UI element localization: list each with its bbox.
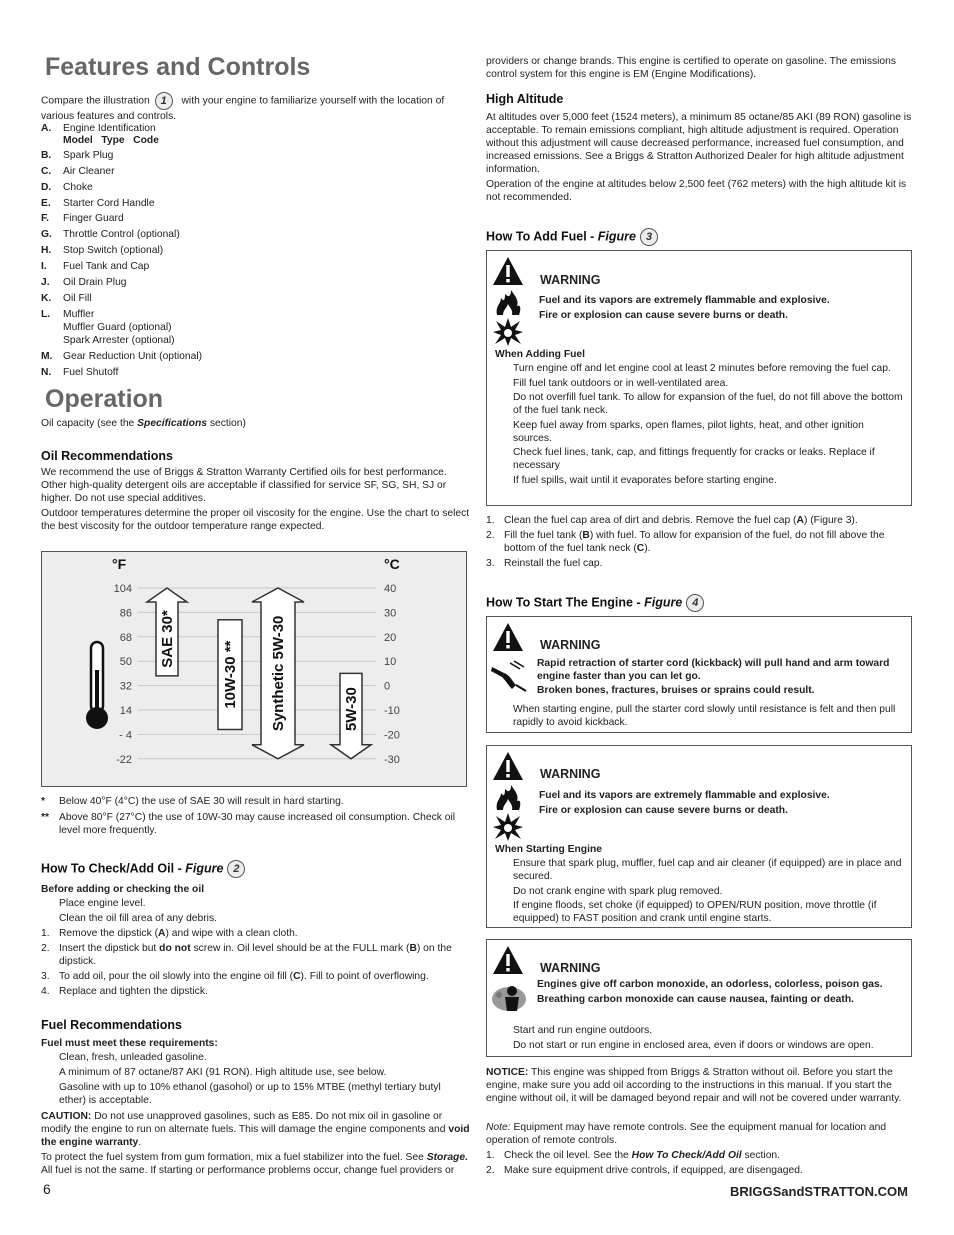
figure-2-callout: 2 (227, 860, 245, 878)
features-title: Features and Controls (45, 53, 311, 81)
warning-item: Ensure that spark plug, muffler, fuel cap and air cleaner (if equipped) are in place and secured. (513, 858, 902, 882)
co-warning-items (513, 1024, 905, 1054)
feature-item (41, 149, 461, 162)
start-engine-heading: How To Start The Engine - Figure 4 (486, 594, 704, 612)
viscosity-bar-label: 5W-30 (343, 687, 360, 732)
check-oil-step (41, 927, 471, 940)
feature-item (41, 122, 461, 146)
check-oil-step-number: 1. (41, 928, 50, 939)
check-oil-step-number: 4. (41, 986, 50, 997)
tick-label-f: 32 (119, 680, 132, 693)
tick-label-f: 14 (119, 705, 132, 717)
add-fuel-step-text: Fill the fuel tank (B) with fuel. To allow for expansion of the fuel, do not fill above the bottom of the fuel tank neck (C). (504, 530, 885, 554)
tick-label-f: 50 (119, 656, 132, 669)
feature-key: B. (41, 149, 52, 161)
feature-item (41, 212, 461, 225)
thermometer-mercury (95, 670, 99, 710)
feature-key: K. (41, 292, 52, 304)
explosion-icon (492, 812, 524, 846)
warning-label: WARNING (540, 638, 601, 652)
check-oil-step-text: Insert the dipstick but do not screw in. Oil level should be at the FULL mark (B) on the dipstick. (59, 943, 452, 967)
feature-key: N. (41, 366, 52, 378)
chart-footnotes (41, 795, 471, 840)
kickback-line-1: Rapid retraction of starter cord (kickback) will pull hand and arm toward engine faster than you can let go. (537, 658, 890, 682)
tick-label-f: 86 (119, 607, 132, 620)
start-step-text: Check the oil level. See the How To Check/Add Oil section. (504, 1150, 781, 1161)
oil-rec-p1: We recommend the use of Briggs & Stratton Warranty Certified oils for best performance. Other high-quality detergent oils are acceptable if classified for service SF, SG, SH, SJ or higher. Do not use special additives. (41, 467, 447, 504)
footnote-text: Below 40°F (4°C) the use of SAE 30 will result in hard starting. (59, 796, 344, 807)
viscosity-bar-label: SAE 30* (159, 610, 176, 668)
footnote-mark: ** (41, 811, 50, 823)
figure-1-callout: 1 (155, 92, 173, 110)
start-engine-steps (486, 1149, 912, 1179)
feature-key: E. (41, 197, 51, 209)
explosion-icon (492, 317, 524, 351)
warning-box-carbon-monoxide (486, 939, 912, 1057)
viscosity-bar-label: 10W-30 ** (222, 640, 239, 709)
oil-viscosity-chart (41, 551, 467, 787)
tick-label-f: - 4 (119, 729, 132, 742)
high-altitude-heading: High Altitude (486, 92, 564, 106)
feature-key: M. (41, 350, 53, 362)
check-oil-step (41, 970, 471, 983)
feature-key: H. (41, 245, 52, 257)
warning-triangle-icon (492, 945, 524, 979)
check-oil-step-text: Remove the dipstick (A) and wipe with a clean cloth. (59, 928, 298, 939)
warning-line-1: Fuel and its vapors are extremely flammable and explosive. (539, 790, 830, 801)
tick-label-c: -20 (384, 729, 400, 742)
fuel-requirement: Gasoline with up to 10% ethanol (gasohol) or up to 15% MTBE (methyl tertiary butyl ether) is acceptable. (59, 1082, 441, 1106)
oil-viscosity-chart-svg (42, 552, 466, 786)
warning-box-starting (486, 745, 912, 928)
when-adding-fuel-label: When Adding Fuel (495, 349, 585, 360)
feature-item (41, 308, 461, 347)
feature-label (63, 165, 461, 178)
warning-item: Keep fuel away from sparks, open flames, pilot lights, heat, and other ignition sources. (513, 419, 864, 444)
warning-item: Start and run engine outdoors. (513, 1025, 653, 1036)
feature-key: C. (41, 165, 52, 177)
feature-label-line: Finger Guard (63, 213, 124, 225)
co-line-1: Engines give off carbon monoxide, an odorless, colorless, poison gas. (537, 979, 883, 990)
feature-label (63, 366, 461, 379)
warning-item: Do not crank engine with spark plug removed. (513, 885, 723, 897)
feature-label-line: Fuel Shutoff (63, 366, 119, 378)
start-step (486, 1164, 912, 1177)
start-step-number: 2. (486, 1165, 495, 1176)
tick-label-c: 10 (384, 656, 397, 669)
check-oil-step (41, 985, 471, 998)
feature-item (41, 260, 461, 273)
kickback-icon (490, 657, 530, 697)
feature-label-line: Spark Arrester (optional) (63, 334, 175, 346)
feature-label-line: Muffler (63, 308, 95, 320)
note-text: Note: Equipment may have remote controls. See the equipment manual for location and operation of remote controls. (486, 1122, 887, 1146)
feature-label-line: Air Cleaner (63, 165, 115, 177)
warning-item: If fuel spills, wait until it evaporates before starting engine. (513, 474, 777, 486)
tick-label-c: -30 (384, 753, 400, 766)
feature-key: L. (41, 308, 51, 320)
unit-f-label: °F (112, 556, 127, 572)
fuel-rec-heading: Fuel Recommendations (41, 1018, 182, 1032)
warning-item: Do not start or run engine in enclosed area, even if doors or windows are open. (513, 1040, 874, 1051)
check-oil-steps (41, 927, 471, 1000)
warning-line-2: Fire or explosion can cause severe burns or death. (539, 310, 788, 321)
kickback-line-2: Broken bones, fractures, bruises or sprains could result. (537, 685, 815, 696)
fuel-requirement: A minimum of 87 octane/87 AKI (91 RON). High altitude use, see below. (59, 1067, 387, 1078)
add-fuel-step (486, 514, 912, 527)
feature-label (63, 197, 461, 210)
oil-rec-heading: Oil Recommendations (41, 449, 173, 463)
feature-item (41, 197, 461, 210)
figure-3-callout: 3 (640, 228, 658, 246)
feature-label (63, 122, 461, 146)
feature-key: D. (41, 181, 52, 193)
tick-label-c: 30 (384, 607, 397, 620)
check-oil-prep-list (59, 897, 469, 927)
feature-label-line: Throttle Control (optional) (63, 229, 180, 241)
fire-icon (493, 783, 523, 815)
feature-label (63, 244, 461, 257)
check-oil-step-number: 3. (41, 971, 50, 982)
check-oil-step-text: Replace and tighten the dipstick. (59, 986, 208, 997)
feature-label-line: Starter Cord Handle (63, 197, 155, 209)
footnote (41, 811, 471, 837)
start-step-text: Make sure equipment drive controls, if equipped, are disengaged. (504, 1165, 803, 1176)
tick-label-c: 40 (384, 583, 397, 595)
feature-label (63, 308, 461, 347)
prep-item: Place engine level. (59, 898, 146, 909)
fuel-must-meet-label: Fuel must meet these requirements: (41, 1038, 218, 1049)
add-fuel-step-text: Clean the fuel cap area of dirt and debris. Remove the fuel cap (A) (Figure 3). (504, 515, 858, 526)
high-altitude-p1: At altitudes over 5,000 feet (1524 meters), a minimum 85 octane/85 AKI (89 RON) gasoline is acceptable. To remain emissions compliant, high altitude adjustment is required. Operation without this adjustment will cause decreased performance, increased fuel consumption, and increased emissions. See a Briggs & Stratton Authorized Dealer for high altitude adjustment information. (486, 112, 912, 175)
oil-capacity-text: Oil capacity (see the Specifications section) (41, 418, 246, 429)
figure-4-callout: 4 (686, 594, 704, 612)
feature-key: A. (41, 123, 52, 134)
add-fuel-steps (486, 514, 912, 572)
feature-item (41, 228, 461, 241)
feature-key: I. (41, 261, 47, 273)
tick-label-c: 20 (384, 631, 397, 644)
add-fuel-step-number: 1. (486, 515, 495, 526)
start-step-number: 1. (486, 1150, 495, 1161)
oil-rec-p2: Outdoor temperatures determine the proper oil viscosity for the engine. Use the chart to select the best viscosity for the outdoor temperature range expected. (41, 508, 470, 532)
add-fuel-step-number: 2. (486, 530, 495, 541)
when-starting-label: When Starting Engine (495, 844, 602, 855)
warning-label: WARNING (540, 767, 601, 781)
warning-item: Check fuel lines, tank, cap, and fittings frequently for cracks or leaks. Replace if necessary (513, 447, 875, 471)
tick-label-c: 0 (384, 680, 391, 693)
high-altitude-p2: Operation of the engine at altitudes below 2,500 feet (762 meters) with the high altitude kit is not recommended. (486, 179, 907, 203)
fuel-requirement: Clean, fresh, unleaded gasoline. (59, 1052, 207, 1063)
feature-item (41, 181, 461, 194)
warning-box-kickback (486, 616, 912, 733)
warning-box-fuel (486, 250, 912, 506)
tick-label-f: 104 (113, 583, 132, 595)
operation-title: Operation (45, 385, 164, 413)
unit-c-label: °C (384, 556, 400, 572)
footer-site: BRIGGSandSTRATTON.COM (730, 1184, 908, 1199)
fuel-protect-text: To protect the fuel system from gum formation, mix a fuel stabilizer into the fuel. See Storage. All fuel is not the same. If starting or performance problems occur, change fuel providers or (41, 1152, 468, 1176)
add-fuel-step (486, 557, 912, 570)
add-fuel-step-text: Reinstall the fuel cap. (504, 558, 603, 569)
feature-label-line: Muffler Guard (optional) (63, 321, 172, 333)
feature-label-line: Choke (63, 181, 93, 193)
footnote (41, 795, 471, 808)
features-list (41, 122, 461, 381)
fuel-requirements-list (59, 1051, 469, 1109)
feature-label-line: Gear Reduction Unit (optional) (63, 350, 203, 362)
warning-item: Fill fuel tank outdoors or in well-ventilated area. (513, 377, 729, 389)
feature-label-line: Fuel Tank and Cap (63, 261, 150, 273)
before-adding-label: Before adding or checking the oil (41, 884, 205, 895)
engine-id-subheading: Model Type Code (63, 135, 159, 146)
viscosity-bar-label: Synthetic 5W-30 (270, 615, 287, 732)
warning-label: WARNING (540, 961, 601, 975)
tick-label-f: -22 (116, 753, 132, 766)
feature-label (63, 276, 461, 289)
feature-label (63, 228, 461, 241)
feature-item (41, 165, 461, 178)
check-oil-step-number: 2. (41, 943, 50, 954)
co-line-2: Breathing carbon monoxide can cause nausea, fainting or death. (537, 994, 854, 1005)
warning-line-1: Fuel and its vapors are extremely flammable and explosive. (539, 295, 830, 306)
start-step (486, 1149, 912, 1162)
prep-item: Clean the oil fill area of any debris. (59, 913, 217, 924)
start-warning-items (513, 857, 905, 927)
footnote-text: Above 80°F (27°C) the use of 10W-30 may cause increased oil consumption. Check oil level more frequently. (59, 811, 456, 836)
feature-item (41, 350, 461, 363)
feature-item (41, 366, 461, 379)
tick-label-c: -10 (384, 705, 400, 717)
check-oil-heading: How To Check/Add Oil - Figure 2 (41, 860, 245, 878)
feature-item (41, 244, 461, 257)
footnote-mark: * (41, 796, 46, 807)
feature-label-line: Oil Drain Plug (63, 277, 127, 289)
check-oil-step (41, 942, 471, 968)
warning-item: Do not overfill fuel tank. To allow for expansion of the fuel, do not fill above the bottom of the fuel tank neck. (513, 392, 903, 416)
warning-label: WARNING (540, 273, 601, 287)
thermometer-bulb-icon (86, 707, 108, 729)
fire-icon (493, 288, 523, 320)
tick-label-f: 68 (119, 631, 132, 644)
warning-item: Turn engine off and let engine cool at least 2 minutes before removing the fuel cap. (513, 363, 891, 374)
add-fuel-step (486, 529, 912, 555)
add-fuel-warning-items (513, 362, 905, 488)
feature-key: G. (41, 229, 52, 241)
feature-label-line: Stop Switch (optional) (63, 245, 164, 257)
notice-text: NOTICE: This engine was shipped from Briggs & Stratton without oil. Before you start the engine, make sure you add oil according to the instructions in this manual. If you start the engine without oil, it will be damaged beyond repair and will not be covered under warranty. (486, 1067, 902, 1104)
feature-label (63, 292, 461, 305)
feature-key: F. (41, 213, 50, 225)
check-oil-step-text: To add oil, pour the oil slowly into the engine oil fill (C). Fill to point of overflowing. (59, 971, 429, 982)
feature-label (63, 260, 461, 273)
add-fuel-step-number: 3. (486, 558, 495, 569)
warning-item: If engine floods, set choke (if equipped) to OPEN/RUN position, move throttle (if equipped) to FAST position and crank until engine starts. (513, 900, 877, 924)
feature-label (63, 212, 461, 225)
warning-triangle-icon (492, 256, 524, 290)
feature-label (63, 149, 461, 162)
feature-key: J. (41, 277, 50, 289)
feature-item (41, 292, 461, 305)
feature-item (41, 276, 461, 289)
feature-label (63, 181, 461, 194)
warning-triangle-icon (492, 751, 524, 785)
features-intro: Compare the illustration 1 with your engine to familiarize yourself with the location of various features and controls. (41, 92, 471, 123)
fuel-caution: CAUTION: Do not use unapproved gasolines, such as E85. Do not mix oil in gasoline or modify the engine to run on alternate fuels. This will damage the engine components and void the engine warranty. (41, 1111, 470, 1148)
feature-label (63, 350, 461, 363)
page-number: 6 (43, 1181, 51, 1197)
add-fuel-heading: How To Add Fuel - Figure 3 (486, 228, 658, 246)
feature-label-line: Oil Fill (63, 292, 92, 304)
feature-label-line: Spark Plug (63, 149, 114, 161)
feature-label-line: Engine Identification (63, 123, 156, 134)
toxic-gas-icon (491, 981, 527, 1017)
fuel-protect-continued: providers or change brands. This engine is certified to operate on gasoline. The emissions control system for this engine is EM (Engine Modifications). (486, 56, 897, 80)
warning-triangle-icon (492, 622, 524, 656)
warning-line-2: Fire or explosion can cause severe burns or death. (539, 805, 788, 816)
kickback-body: When starting engine, pull the starter cord slowly until resistance is felt and then pull rapidly to avoid kickback. (513, 704, 896, 728)
